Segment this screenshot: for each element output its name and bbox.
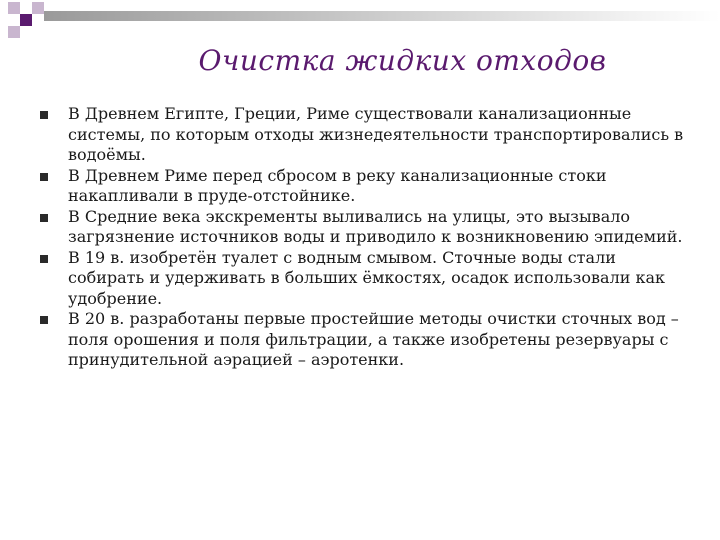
bullet-item xyxy=(40,166,690,207)
bullet-text: В 19 в. изобретён туалет с водным смывом. Сточные воды стали собирать и удерживать в больших ёмкостях, осадок использовали как удобрение. xyxy=(68,247,666,308)
bullet-item xyxy=(40,309,690,371)
bullet-text: В Древнем Риме перед сбросом в реку канализационные стоки накапливали в пруде-отстойнике. xyxy=(68,165,607,205)
decor-square-light-3 xyxy=(8,26,20,38)
bullet-item xyxy=(40,104,690,166)
decor-square-accent xyxy=(20,14,32,26)
bullet-text: В Средние века экскременты выливались на улицы, это вызывало загрязнение источников воды и приводило к возникновению эпидемий. xyxy=(68,206,683,246)
bullet-item xyxy=(40,248,690,310)
bullet-text: В 20 в. разработаны первые простейшие методы очистки сточных вод – поля орошения и поля фильтрации, а также изобретены резервуары с принудительной аэрацией – аэротенки. xyxy=(68,309,679,369)
slide-title: Очистка жидких отходов xyxy=(198,44,607,77)
square-bullet-icon xyxy=(40,214,48,222)
decor-square-light-2 xyxy=(32,2,44,14)
header-gradient-bar xyxy=(44,11,720,21)
decor-square-light-1 xyxy=(8,2,20,14)
square-bullet-icon xyxy=(40,111,48,119)
bullet-text: В Древнем Египте, Греции, Риме существовали канализационные системы, по которым отходы жизнедеятельности транспортировались в водоёмы. xyxy=(68,104,684,164)
square-bullet-icon xyxy=(40,255,48,263)
header-decoration xyxy=(0,0,720,40)
bullet-list xyxy=(40,104,690,371)
square-bullet-icon xyxy=(40,173,48,181)
square-bullet-icon xyxy=(40,316,48,324)
bullet-item xyxy=(40,207,690,248)
